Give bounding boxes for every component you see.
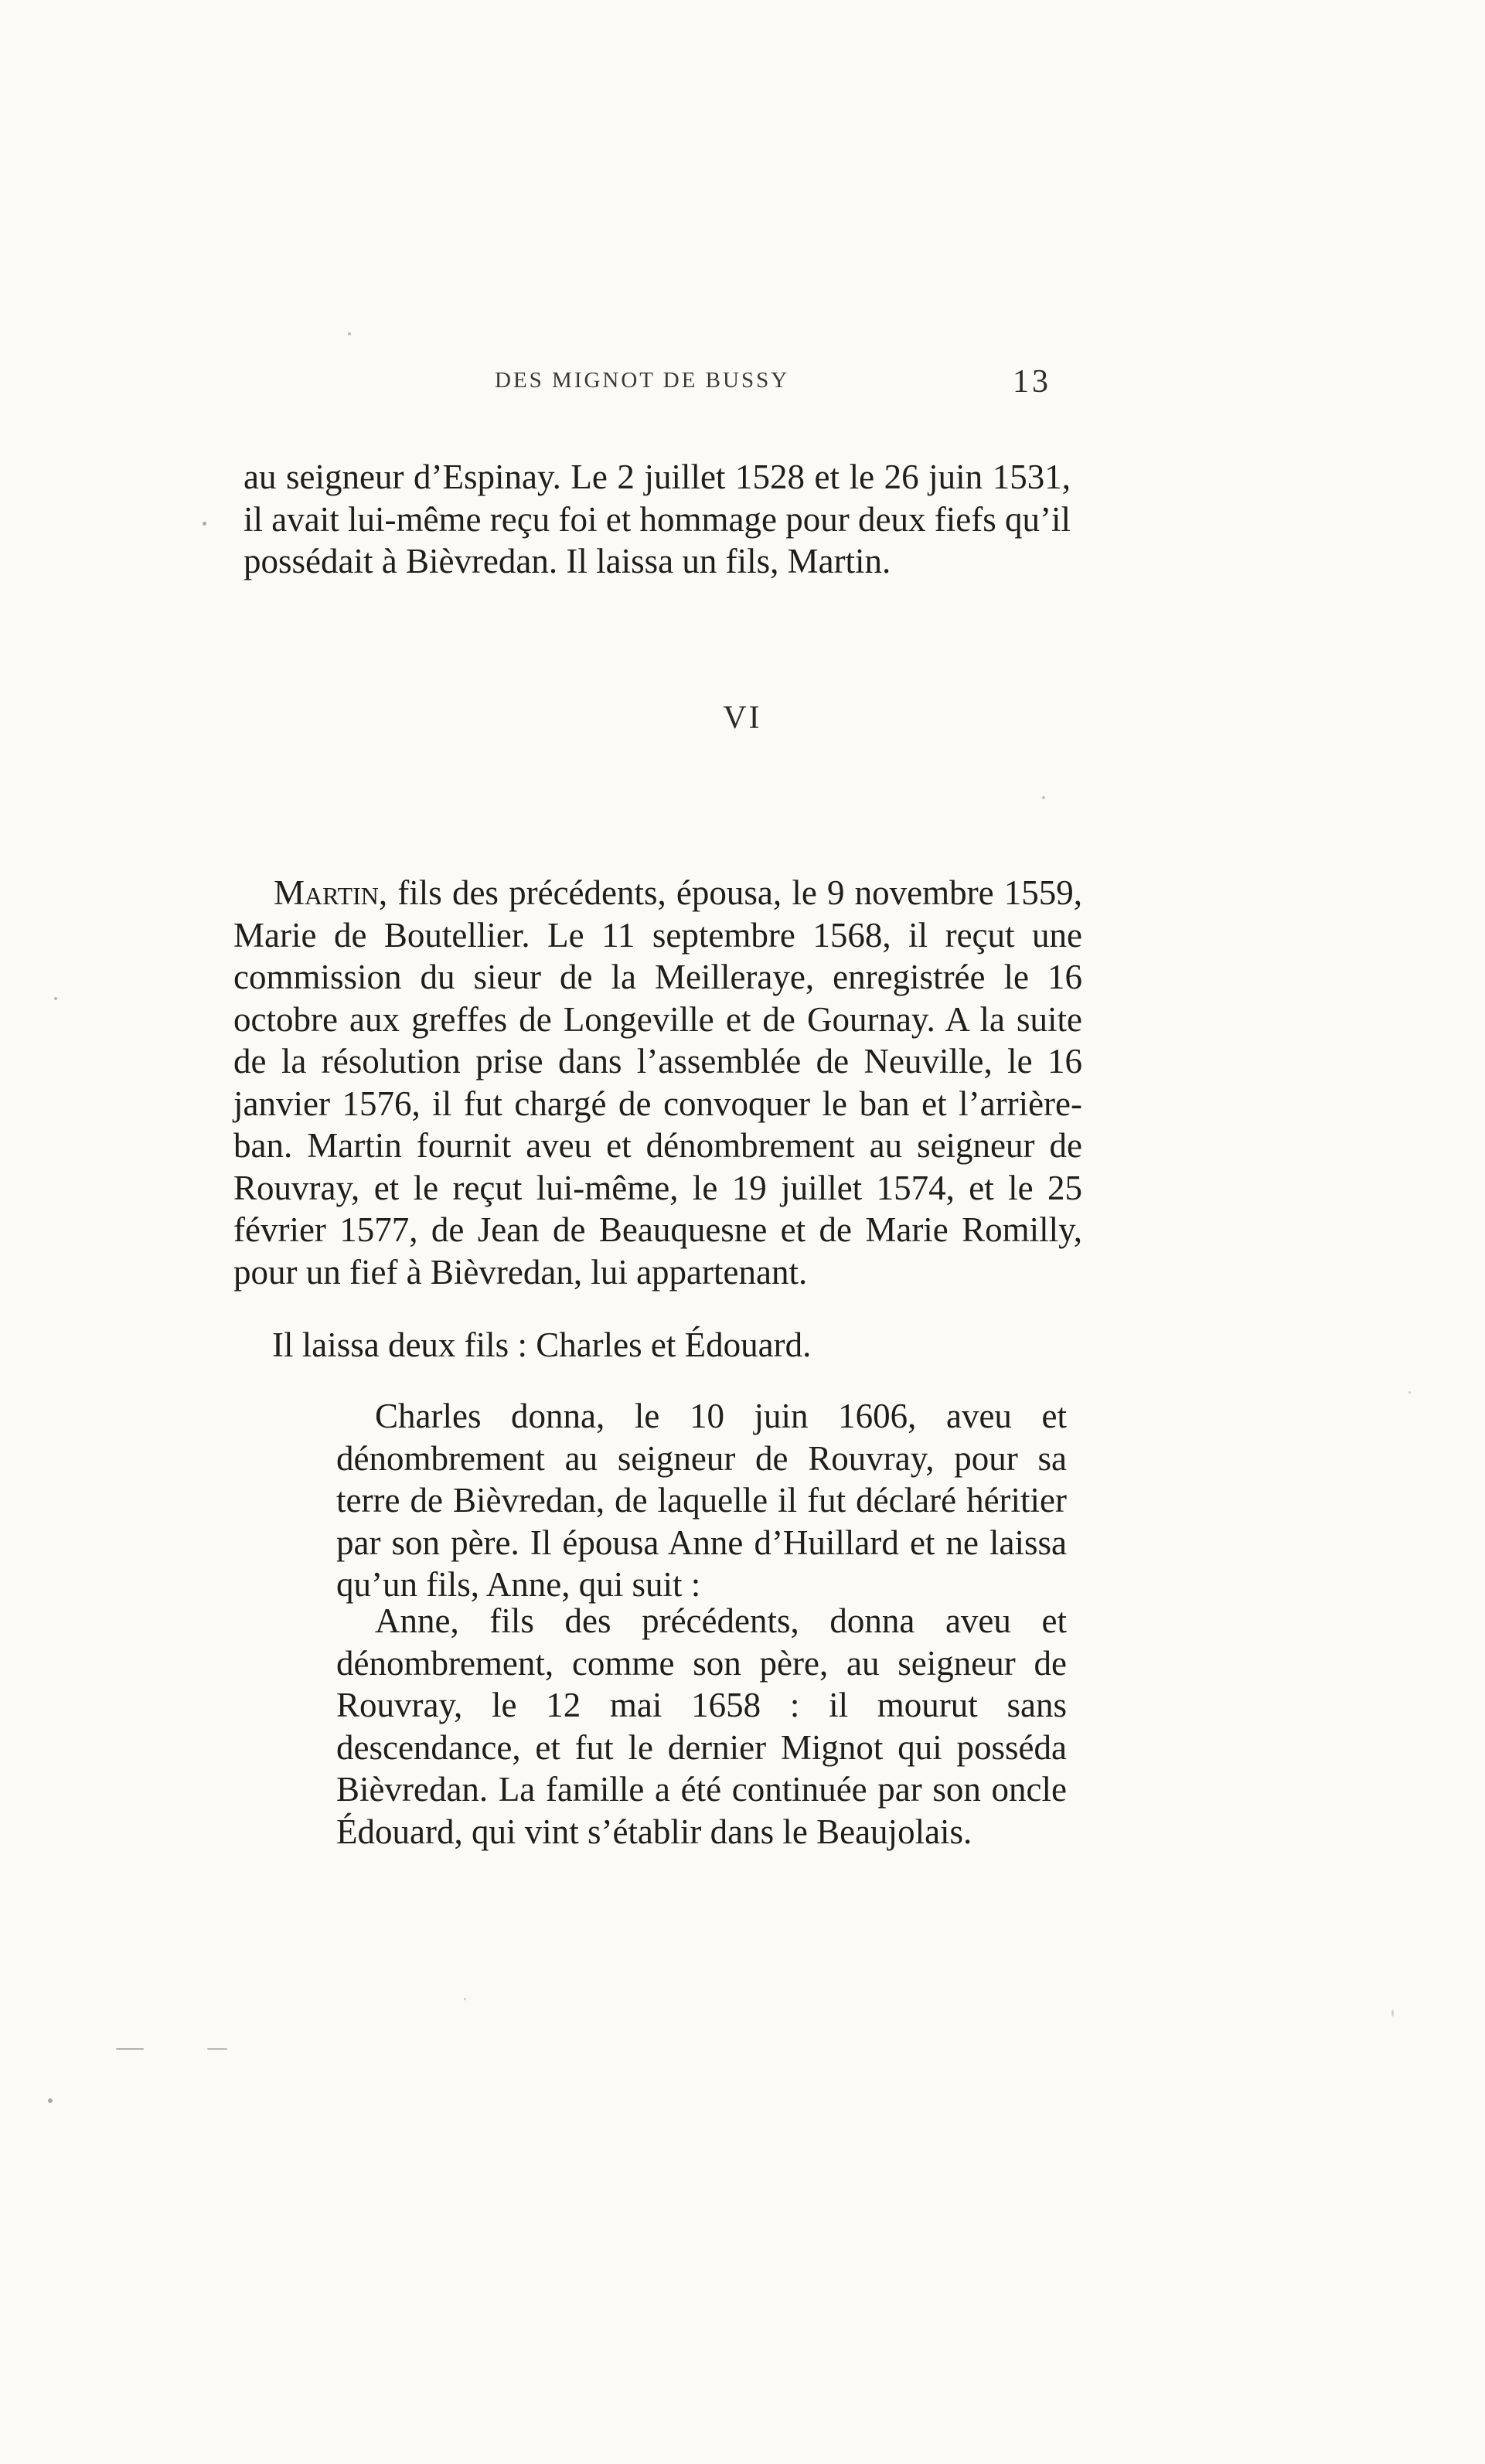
intro-paragraph: au seigneur d’Espinay. Le 2 juillet 1528 et le 26 juin 1531, il avait lui-même reçu foi et hommage pour deux fiefs qu’il possédait à Bièvredan. Il laissa un fils, Martin. <box>244 458 1071 580</box>
paper-speck <box>207 2048 227 2050</box>
martin-text: , fils des précédents, épousa, le 9 novembre 1559, Marie de Boutellier. Le 11 septembre 1568, il reçut une commission du sieur de la Meilleraye, enregistrée le 16 octobre aux greffes de Longeville et de Gournay. A la suite de la résolution prise dans l’assemblée de Neuville, le 16 janvier 1576, il fut chargé de convoquer le ban et l’arrière-ban. Martin fournit aveu et dénombrement au seigneur de Rouvray, et le reçut lui-même, le 19 juillet 1574, et le 25 février 1577, de Jean de Beauquesne et de Marie Romilly, pour un fief à Bièvredan, lui appartenant. <box>233 873 1082 1292</box>
sons-paragraph: Il laissa deux fils : Charles et Édouard. <box>272 1326 812 1364</box>
charles-paragraph: Charles donna, le 10 juin 1606, aveu et dénombrement au seigneur de Rouvray, pour sa terre de Bièvredan, de laquelle il fut déclaré héritier par son père. Il épousa Anne d’Huillard et ne laissa qu’un fils, Anne, qui suit : <box>336 1397 1067 1604</box>
running-title: DES MIGNOT DE BUSSY <box>495 368 790 393</box>
page-header <box>240 363 1082 410</box>
paper-speck <box>348 332 351 335</box>
paper-speck <box>1391 2010 1394 2016</box>
martin-name: Martin <box>274 873 379 912</box>
paper-speck <box>464 1998 466 2000</box>
section-heading: VI <box>723 700 762 736</box>
martin-paragraph <box>233 872 1082 1293</box>
paper-speck <box>203 522 206 526</box>
anne-paragraph: Anne, fils des précédents, donna aveu et dénombrement, comme son père, au seigneur de Rouvray, le 12 mai 1658 : il mourut sans descendance, et fut le dernier Mignot qui posséda Bièvredan. La famille a été continuée par son oncle Édouard, qui vint s’établir dans le Beaujolais. <box>336 1601 1067 1851</box>
page-number: 13 <box>1013 364 1051 400</box>
paper-speck <box>48 2098 53 2103</box>
paper-speck <box>116 2048 144 2050</box>
paper-speck <box>1408 1391 1411 1394</box>
paper-speck <box>54 997 57 1000</box>
paper-speck <box>1042 796 1045 799</box>
